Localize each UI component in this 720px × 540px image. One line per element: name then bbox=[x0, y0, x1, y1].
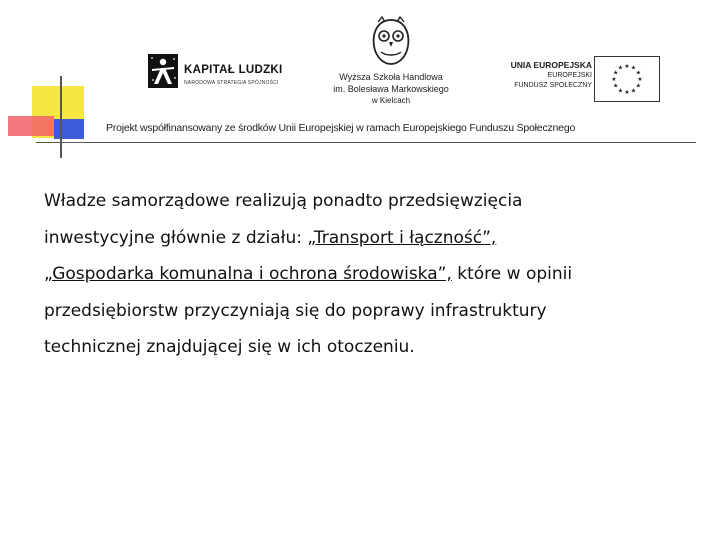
eu-flag-icon bbox=[594, 56, 660, 102]
school-logo bbox=[332, 14, 450, 106]
school-name-line2: im. Bolesława Markowskiego bbox=[333, 84, 449, 94]
decor-horizontal-line bbox=[36, 142, 696, 143]
main-paragraph bbox=[44, 183, 694, 366]
eu-logo bbox=[502, 56, 660, 102]
quoted-section-transport: „Transport i łączność”, bbox=[307, 227, 497, 248]
decor-vertical-line bbox=[60, 76, 62, 158]
quoted-section-gospodarka: „Gospodarka komunalna i ochrona środowiska”, bbox=[44, 264, 452, 284]
kapital-ludzki-logo bbox=[148, 52, 288, 92]
eu-star-icon: ★ bbox=[613, 82, 619, 90]
eu-star-icon: ★ bbox=[617, 87, 624, 95]
eu-star-icon: ★ bbox=[624, 63, 630, 70]
project-caption: Projekt współfinansowany ze środków Unii Europejskiej w ramach Europejskiego Funduszu Społecznego bbox=[106, 122, 576, 134]
eu-star-icon: ★ bbox=[635, 82, 641, 90]
paragraph-line-1: Władze samorządowe realizują ponadto przedsięwzięcia bbox=[44, 191, 523, 211]
eu-star-icon: ★ bbox=[630, 87, 637, 95]
eu-label-line2: EUROPEJSKI bbox=[547, 72, 592, 79]
eu-star-icon: ★ bbox=[624, 89, 630, 96]
decor-red-bar bbox=[8, 116, 54, 136]
decor-blue-bar bbox=[54, 119, 84, 139]
kapital-ludzki-emblem-icon bbox=[148, 54, 178, 88]
paragraph-line-3-text: które w opinii bbox=[451, 264, 573, 284]
paragraph-line-3 bbox=[44, 256, 694, 293]
eu-star-icon: ★ bbox=[617, 64, 624, 72]
eu-star-icon: ★ bbox=[635, 69, 641, 77]
eu-label-line1: UNIA EUROPEJSKA bbox=[510, 60, 592, 70]
paragraph-line-2 bbox=[44, 220, 694, 257]
eu-label-line3: FUNDUSZ SPOŁECZNY bbox=[514, 82, 592, 89]
paragraph-line-4: przedsiębiorstw przyczyniają się do poprawy infrastruktury bbox=[44, 300, 547, 321]
eu-star-icon: ★ bbox=[613, 69, 619, 77]
owl-emblem-icon bbox=[368, 16, 414, 68]
paragraph-line-5: technicznej znajdującej się w ich otoczeniu. bbox=[44, 337, 415, 357]
paragraph-line-2-text: inwestycyjne głównie z działu: bbox=[44, 227, 308, 248]
school-name-line3: w Kielcach bbox=[371, 96, 411, 105]
kapital-ludzki-title: KAPITAŁ LUDZKI bbox=[184, 64, 283, 76]
school-name-line1: Wyższa Szkoła Handlowa bbox=[339, 72, 443, 82]
eu-star-icon: ★ bbox=[630, 64, 637, 72]
eu-star-icon: ★ bbox=[637, 76, 643, 83]
eu-star-icon: ★ bbox=[611, 76, 617, 83]
kapital-ludzki-subtitle: NARODOWA STRATEGIA SPÓJNOŚCI bbox=[184, 80, 279, 86]
